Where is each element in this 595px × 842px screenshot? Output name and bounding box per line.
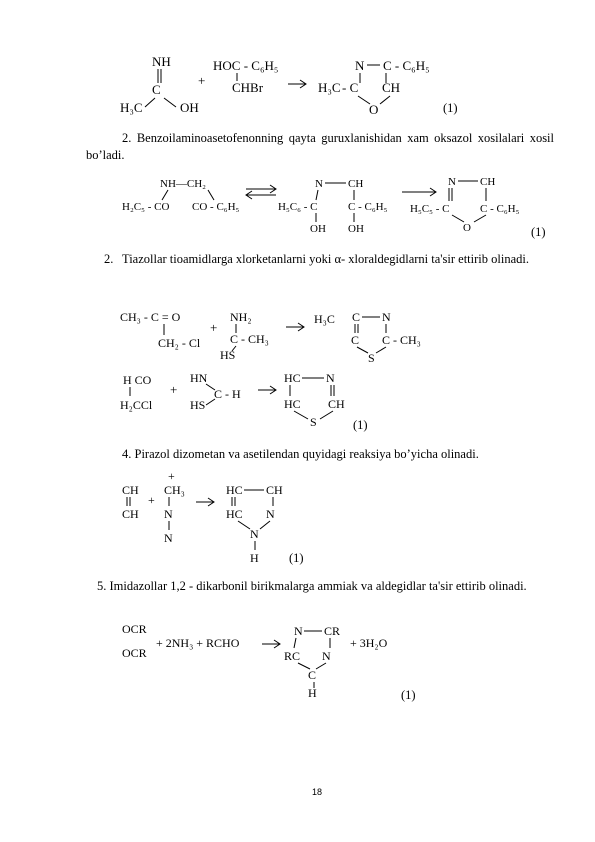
m-left: H₅C₆ - C (278, 201, 318, 213)
r2-c: C - H (214, 387, 241, 401)
alpha-symbol: α (334, 252, 342, 266)
item-3-number: 2. (104, 252, 114, 266)
reaction-3b-scheme (118, 368, 378, 430)
m-n: N (315, 178, 323, 190)
plus: + (210, 320, 218, 335)
p-ch: CH (382, 80, 401, 95)
reaction-4-scheme (118, 470, 318, 566)
r2-bottom: CHBr (232, 80, 264, 95)
r2-mid: C - CH₃ (230, 332, 269, 346)
p-n: N (355, 58, 365, 73)
item-2-text: Benzoilaminoasetofenonning qayta guruxlanishidan xam oksazol xosilalari xosil bo’ladi. (86, 131, 555, 162)
r-bottom: OCR (122, 646, 147, 660)
p-o: O (369, 102, 379, 117)
p-ch: CH (328, 397, 345, 411)
reagents: + 2NH₃ + RCHO (156, 636, 240, 650)
m-oh1: OH (310, 223, 326, 235)
r2-n2: N (164, 531, 173, 545)
m-ch: CH (348, 178, 364, 190)
p-c: - C (342, 80, 359, 95)
r2-hs: HS (190, 398, 206, 412)
paragraph-item-3 (104, 251, 572, 268)
r1-h3c: H₃C (120, 100, 143, 115)
item-2-number: 2. (122, 131, 132, 145)
p-cr: CR (324, 624, 341, 638)
p-n2: N (250, 527, 259, 541)
p-s: S (310, 415, 317, 429)
paragraph-item-5: 5. Imidazollar 1,2 - dikarbonil birikmalarga ammiak va aldegidlar ta'sir ettirib olinadi. (97, 579, 527, 593)
page-number: 18 (312, 787, 323, 797)
p-n: N (294, 624, 303, 638)
r1-c: C (152, 82, 161, 97)
p-h: H (308, 686, 317, 700)
p-o: O (463, 222, 471, 234)
reaction-2-ref: (1) (531, 225, 546, 239)
item-3-text-before: Tiazollar tioamidlarga xlorketanlarni yoki (122, 252, 332, 266)
water: + 3H₂O (350, 636, 388, 650)
p-left: H₃C (314, 312, 335, 326)
p-hc2: HC (284, 397, 301, 411)
r1-top: H CO (123, 373, 152, 387)
r-top: OCR (122, 622, 147, 636)
reaction-3a-scheme (118, 305, 448, 365)
m-right: C - C₆H₅ (348, 201, 388, 213)
item-3-text-after: - xloraldegidlarni ta'sir ettirib olinadi. (341, 252, 529, 266)
p-c: C (352, 310, 361, 324)
reaction-3-ref: (1) (353, 418, 368, 432)
r1-nh: NH (152, 54, 171, 69)
p-c2: C (351, 333, 360, 347)
plus: + (198, 73, 206, 88)
r2-top: HOC - C₆H₅ (213, 58, 279, 73)
r-top: NH—CH₂ (160, 178, 207, 190)
p-n: N (382, 310, 391, 324)
p-h3c: H₃C (318, 80, 341, 95)
p-hc2: HC (226, 507, 243, 521)
p-c: C (308, 668, 317, 682)
p-rc: RC (284, 649, 301, 663)
p-ch: CH (266, 483, 283, 497)
r1-top: CH₃ - C = O (120, 310, 181, 324)
reaction-5-scheme (118, 617, 418, 701)
r2-top: CH₃ (164, 483, 185, 497)
r1-top: CH (122, 483, 139, 497)
r-left: H₂C₅ - CO (122, 201, 170, 213)
r1-bottom: H₂CCl (120, 398, 153, 412)
paragraph-item-2 (86, 130, 554, 164)
p-n: N (326, 371, 335, 385)
reaction-2-scheme (118, 172, 558, 242)
p-h: H (250, 551, 259, 565)
paragraph-item-4: 4. Pirazol dizometan va asetilendan quyidagi reaksiya bo’yicha olinadi. (122, 447, 479, 461)
reaction-1-ref: (1) (443, 101, 458, 115)
plus: + (170, 382, 178, 397)
p-right: C - CH₃ (382, 333, 421, 347)
p-n2: N (322, 649, 331, 663)
r1-bottom: CH (122, 507, 139, 521)
p-c1: C - C₆H₅ (383, 58, 430, 73)
reaction-4-ref: (1) (289, 551, 304, 565)
p-right: C - C₆H₅ (480, 203, 520, 215)
plus: + (148, 493, 155, 507)
p-n: N (448, 176, 456, 188)
r1-oh: OH (180, 100, 199, 115)
p-left: H₅C₅ - C (410, 203, 450, 215)
reaction-5-ref: (1) (401, 688, 416, 702)
p-hc1: HC (284, 371, 301, 385)
r-right: CO - C₆H₅ (192, 201, 240, 213)
m-oh2: OH (348, 223, 364, 235)
reaction-1-scheme (110, 52, 470, 120)
p-s: S (368, 351, 375, 365)
p-n1: N (266, 507, 275, 521)
r1-bottom: CH₂ - Cl (158, 336, 201, 350)
r2-nh2: NH₂ (230, 310, 252, 324)
svg-text:+: + (168, 470, 175, 483)
p-hc1: HC (226, 483, 243, 497)
r2-hs: HS (220, 348, 236, 362)
p-ch: CH (480, 176, 496, 188)
r2-hn: HN (190, 371, 208, 385)
r2-n1: N (164, 507, 173, 521)
